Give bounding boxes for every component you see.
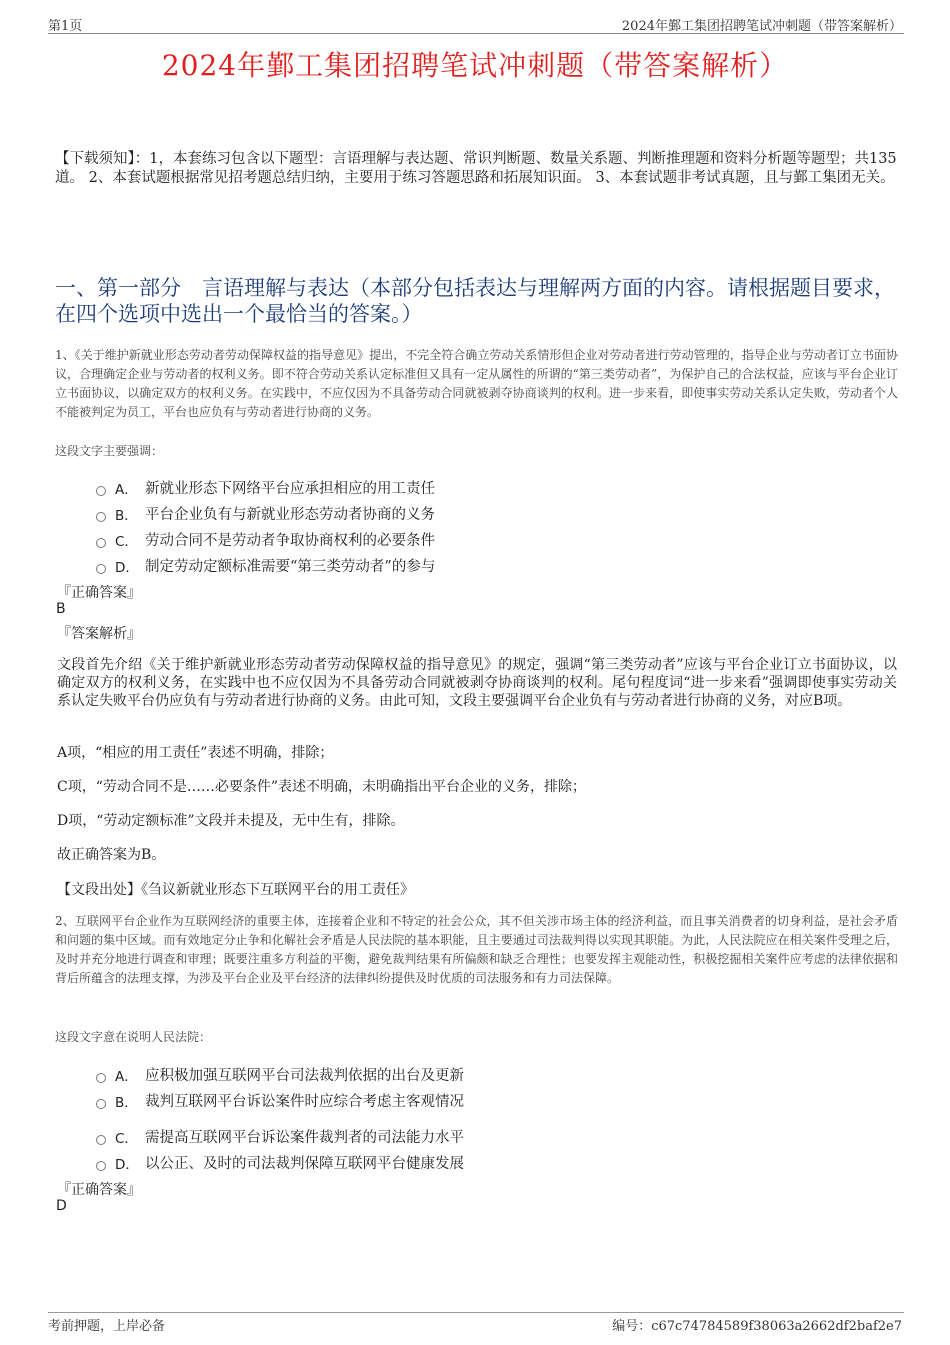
question-1-text: 1、《关于维护新就业形态劳动者劳动保障权益的指导意见》提出，不完全符合确立劳动关系情形但企业对劳动者进行劳动管理的，指导企业与劳动者订立书面协议，合理确定企业与劳动者的权利义务。即不符合劳动关系认定标准但又具有一定从属性的所谓的“第三类劳动者”，为保护自己的合法权益，应该与平台企业订立书面协议，以确定双方的权利义务。在实践中，不应仅因为不具备劳动合同就被剥夺协商谈判的权利。进一步来看，即使事实劳动关系认定失败，劳动者个人不能被判定为员工，平台也应负有与劳动者进行协商的义务。 bbox=[55, 348, 898, 419]
q1-analysis-paragraph: 故正确答案为B。 bbox=[57, 847, 166, 863]
option-letter: B． bbox=[115, 507, 138, 524]
q1-option-b[interactable] bbox=[96, 503, 435, 524]
question-2-text: 2、互联网平台企业作为互联网经济的重要主体，连接着企业和不特定的社会公众，其不但关涉市场主体的经济利益，而且事关消费者的切身利益，是社会矛盾和问题的集中区域。而有效地定分止争和化解社会矛盾是人民法院的基本职能，且主要通过司法裁判得以实现其职能。为此，人民法院应在相关案件受理之后，及时并充分地进行调查和审理；既要注重多方利益的平衡，避免裁判结果有所偏颇和缺乏合理性；也要发挥主观能动性，积极挖掘相关案件应考虑的法律依据和背后所蕴含的法理支撑，为涉及平台企业及平台经济的法律纠纷提供及时优质的司法服务和有力司法保障。 bbox=[55, 914, 898, 985]
option-text: 劳动合同不是劳动者争取协商权利的必要条件 bbox=[145, 533, 435, 549]
q2-option-b[interactable] bbox=[96, 1090, 464, 1111]
footer-slogan: 考前押题，上岸必备 bbox=[48, 1319, 166, 1334]
q1-option-d[interactable] bbox=[96, 555, 435, 576]
q2-option-c[interactable] bbox=[96, 1126, 464, 1147]
header-divider bbox=[48, 33, 904, 34]
q2-option-d[interactable] bbox=[96, 1152, 464, 1173]
q2-answer-label: 『正确答案』 bbox=[57, 1182, 141, 1198]
q1-analysis-paragraph: D项，“劳动定额标准”文段并未提及，无中生有，排除。 bbox=[57, 813, 405, 829]
radio-icon[interactable] bbox=[96, 1135, 106, 1145]
q1-analysis-paragraph: 文段首先介绍《关于维护新就业形态劳动者劳动保障权益的指导意见》的规定，强调“第三类劳动者”应该与平台企业订立书面协议，以确定双方的权利义务，在实践中也不应仅因为不具备劳动合同就被剥夺协商谈判的权利。尾句程度词“进一步来看”强调即使事实劳动关系认定失败平台仍应负有与劳动者进行协商的义务。由此可知，文段主要强调平台企业负有与劳动者进行协商的义务，对应B项。 bbox=[57, 657, 897, 709]
question-2-prompt: 这段文字意在说明人民法院： bbox=[55, 1030, 212, 1044]
footer-divider bbox=[48, 1312, 904, 1313]
option-text: 新就业形态下网络平台应承担相应的用工责任 bbox=[145, 481, 435, 497]
option-text: 应积极加强互联网平台司法裁判依据的出台及更新 bbox=[145, 1068, 464, 1084]
document-title: 2024年鄞工集团招聘笔试冲刺题（带答案解析） bbox=[161, 49, 789, 82]
option-text: 平台企业负有与新就业形态劳动者协商的义务 bbox=[145, 507, 435, 523]
radio-icon[interactable] bbox=[96, 1073, 106, 1083]
question-1-prompt: 这段文字主要强调： bbox=[55, 444, 164, 458]
page-number: 第1页 bbox=[48, 19, 83, 34]
option-text: 制定劳动定额标准需要“第三类劳动者”的参与 bbox=[145, 559, 436, 575]
option-text: 裁判互联网平台诉讼案件时应综合考虑主客观情况 bbox=[145, 1094, 464, 1110]
q1-analysis-paragraph: C项，“劳动合同不是……必要条件”表述不明确，未明确指出平台企业的义务，排除； bbox=[57, 779, 587, 795]
q2-option-a[interactable] bbox=[96, 1064, 464, 1085]
option-letter: C． bbox=[115, 1130, 138, 1147]
radio-icon[interactable] bbox=[96, 538, 106, 548]
option-letter: B． bbox=[115, 1094, 138, 1111]
section-heading: 一、第一部分 言语理解与表达（本部分包括表达与理解两方面的内容。请根据题目要求，在四个选项中选出一个最恰当的答案。） bbox=[55, 276, 895, 326]
radio-icon[interactable] bbox=[96, 486, 106, 496]
q1-source: 【文段出处】《刍议新就业形态下互联网平台的用工责任》 bbox=[57, 882, 414, 898]
radio-icon[interactable] bbox=[96, 512, 106, 522]
q1-option-c[interactable] bbox=[96, 529, 435, 550]
radio-icon[interactable] bbox=[96, 1161, 106, 1171]
option-letter: D． bbox=[115, 559, 139, 576]
download-notice: 【下载须知】：1，本套练习包含以下题型：言语理解与表达题、常识判断题、数量关系题、判断推理题和资料分析题等题型；共135道。 2、本套试题根据常见招考题总结归纳，主要用于练习答题思路和拓展知识面。 3、本套试题非考试真题，且与鄞工集团无关。 bbox=[55, 151, 897, 186]
radio-icon[interactable] bbox=[96, 1099, 106, 1109]
option-text: 需提高互联网平台诉讼案件裁判者的司法能力水平 bbox=[145, 1130, 464, 1146]
option-letter: A． bbox=[115, 1068, 138, 1085]
option-letter: C． bbox=[115, 533, 138, 550]
q1-analysis-label: 『答案解析』 bbox=[57, 626, 141, 642]
option-letter: D． bbox=[115, 1156, 139, 1173]
radio-icon[interactable] bbox=[96, 564, 106, 574]
header-doc-title: 2024年鄞工集团招聘笔试冲刺题（带答案解析） bbox=[621, 19, 902, 34]
q1-option-a[interactable] bbox=[96, 477, 435, 498]
q1-analysis-paragraph: A项，“相应的用工责任”表述不明确，排除； bbox=[57, 745, 334, 761]
option-text: 以公正、及时的司法裁判保障互联网平台健康发展 bbox=[145, 1156, 464, 1172]
q1-answer-label: 『正确答案』 bbox=[57, 585, 141, 601]
q2-answer: D bbox=[56, 1198, 67, 1214]
footer-serial: 编号：c67c74784589f38063a2662df2baf2e7 bbox=[612, 1319, 902, 1334]
option-letter: A． bbox=[115, 481, 138, 498]
q1-answer: B bbox=[56, 601, 66, 617]
